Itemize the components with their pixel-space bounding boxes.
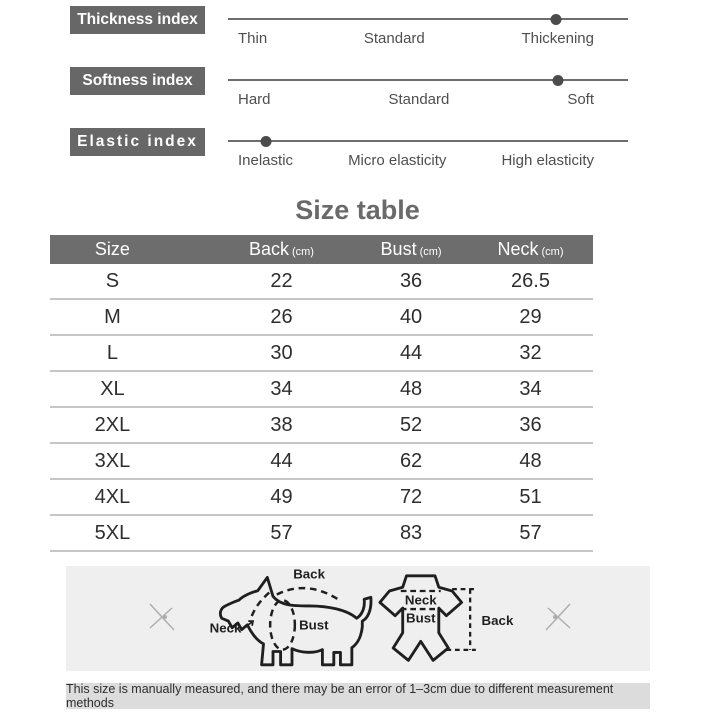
column-name: Size xyxy=(94,239,130,259)
track-line xyxy=(228,18,628,20)
size-cell: L xyxy=(106,341,118,364)
table-row xyxy=(50,372,593,408)
neck-cell: 48 xyxy=(519,449,542,472)
track-line xyxy=(228,140,628,142)
garment-back-label: Back xyxy=(481,613,514,629)
back-cell: 44 xyxy=(270,449,293,472)
softness-index-label xyxy=(70,67,205,95)
neck-cell: 32 xyxy=(519,341,542,364)
size-cell: M xyxy=(104,305,121,328)
back-cell: 38 xyxy=(270,413,293,436)
table-row xyxy=(50,300,593,336)
track-line xyxy=(228,79,628,81)
table-row xyxy=(50,264,593,300)
softness-scale-labels xyxy=(238,91,594,108)
scale-label: Thin xyxy=(238,30,268,47)
table-row xyxy=(50,516,593,552)
scale-label: Standard xyxy=(363,30,425,47)
measurement-disclaimer-bar xyxy=(66,683,650,709)
neck-cell: 26.5 xyxy=(511,269,550,292)
column-unit: (cm) xyxy=(541,246,564,258)
index-row-elastic xyxy=(0,128,715,170)
attribute-indices xyxy=(0,0,715,170)
bust-cell: 52 xyxy=(399,413,423,436)
scale-label: Micro elasticity xyxy=(348,152,447,169)
elastic-scale-labels xyxy=(238,152,594,169)
table-row xyxy=(50,444,593,480)
measurement-diagram-panel xyxy=(66,566,650,671)
bust-cell: 40 xyxy=(399,305,423,328)
scale-label: Thickening xyxy=(521,30,594,47)
size-cell: S xyxy=(105,269,120,292)
thickness-scale-labels xyxy=(238,30,594,47)
left-arrow-icon xyxy=(150,604,174,630)
neck-cell: 29 xyxy=(519,305,542,328)
column-unit: (cm) xyxy=(291,246,314,258)
column-unit: (cm) xyxy=(419,246,442,258)
index-row-thickness xyxy=(0,6,715,48)
dog-back-measure-line xyxy=(277,588,340,600)
bust-cell: 72 xyxy=(399,485,423,508)
bust-cell: 48 xyxy=(399,377,423,400)
dog-neck-label: Neck xyxy=(209,620,242,636)
bust-cell: 36 xyxy=(399,269,423,292)
scale-label: Standard xyxy=(388,91,450,108)
back-cell: 34 xyxy=(270,377,293,400)
column-header-size xyxy=(50,239,175,260)
scale-label: High elasticity xyxy=(501,152,594,169)
bust-cell: 62 xyxy=(399,449,423,472)
thickness-index-label xyxy=(70,6,205,34)
table-row xyxy=(50,480,593,516)
index-label-text: Softness index xyxy=(82,72,193,89)
size-cell: 4XL xyxy=(94,485,131,508)
size-table-header xyxy=(50,235,593,264)
elastic-dot-marker xyxy=(261,136,272,147)
scale-label: Hard xyxy=(238,91,271,108)
right-arrow-icon xyxy=(546,604,570,630)
scale-label: Soft xyxy=(567,91,594,108)
size-table xyxy=(50,235,593,552)
dog-measure-illustration xyxy=(210,566,371,664)
measurement-diagram xyxy=(66,566,650,671)
column-header-neck xyxy=(468,239,593,260)
table-row xyxy=(50,408,593,444)
index-row-softness xyxy=(0,67,715,109)
column-header-bust xyxy=(354,239,468,260)
dog-bust-label: Bust xyxy=(299,617,329,633)
column-name: Back xyxy=(248,239,289,259)
dog-back-label: Back xyxy=(293,566,325,582)
neck-cell: 57 xyxy=(519,521,542,544)
column-name: Bust xyxy=(380,239,417,259)
neck-cell: 36 xyxy=(519,413,542,436)
elastic-track xyxy=(228,128,628,170)
back-cell: 57 xyxy=(270,521,293,544)
neck-cell: 34 xyxy=(519,377,542,400)
index-label-text: Elastic index xyxy=(77,133,198,150)
column-name: Neck xyxy=(497,239,539,259)
back-cell: 26 xyxy=(270,305,293,328)
scale-label: Inelastic xyxy=(238,152,294,169)
index-label-text: Thickness index xyxy=(77,11,198,28)
size-cell: 2XL xyxy=(94,413,131,436)
size-cell: XL xyxy=(100,377,125,400)
column-header-back xyxy=(175,239,354,260)
size-table-title: Size table xyxy=(295,195,420,225)
garment-measure-illustration xyxy=(380,576,514,661)
garment-bust-label: Bust xyxy=(405,610,436,626)
thickness-dot-marker xyxy=(551,14,562,25)
softness-dot-marker xyxy=(553,75,564,86)
neck-cell: 51 xyxy=(519,485,542,508)
table-row xyxy=(50,336,593,372)
size-cell: 5XL xyxy=(94,521,131,544)
softness-track xyxy=(228,67,628,109)
size-cell: 3XL xyxy=(94,449,131,472)
back-cell: 22 xyxy=(270,269,293,292)
bust-cell: 83 xyxy=(399,521,423,544)
bust-cell: 44 xyxy=(399,341,423,364)
elastic-index-label xyxy=(70,128,205,156)
thickness-track xyxy=(228,6,628,48)
back-cell: 49 xyxy=(270,485,293,508)
disclaimer-text: This size is manually measured, and there may be an error of 1–3cm due to different measurement methods xyxy=(66,682,614,710)
garment-neck-label: Neck xyxy=(404,592,437,608)
back-cell: 30 xyxy=(270,341,293,364)
